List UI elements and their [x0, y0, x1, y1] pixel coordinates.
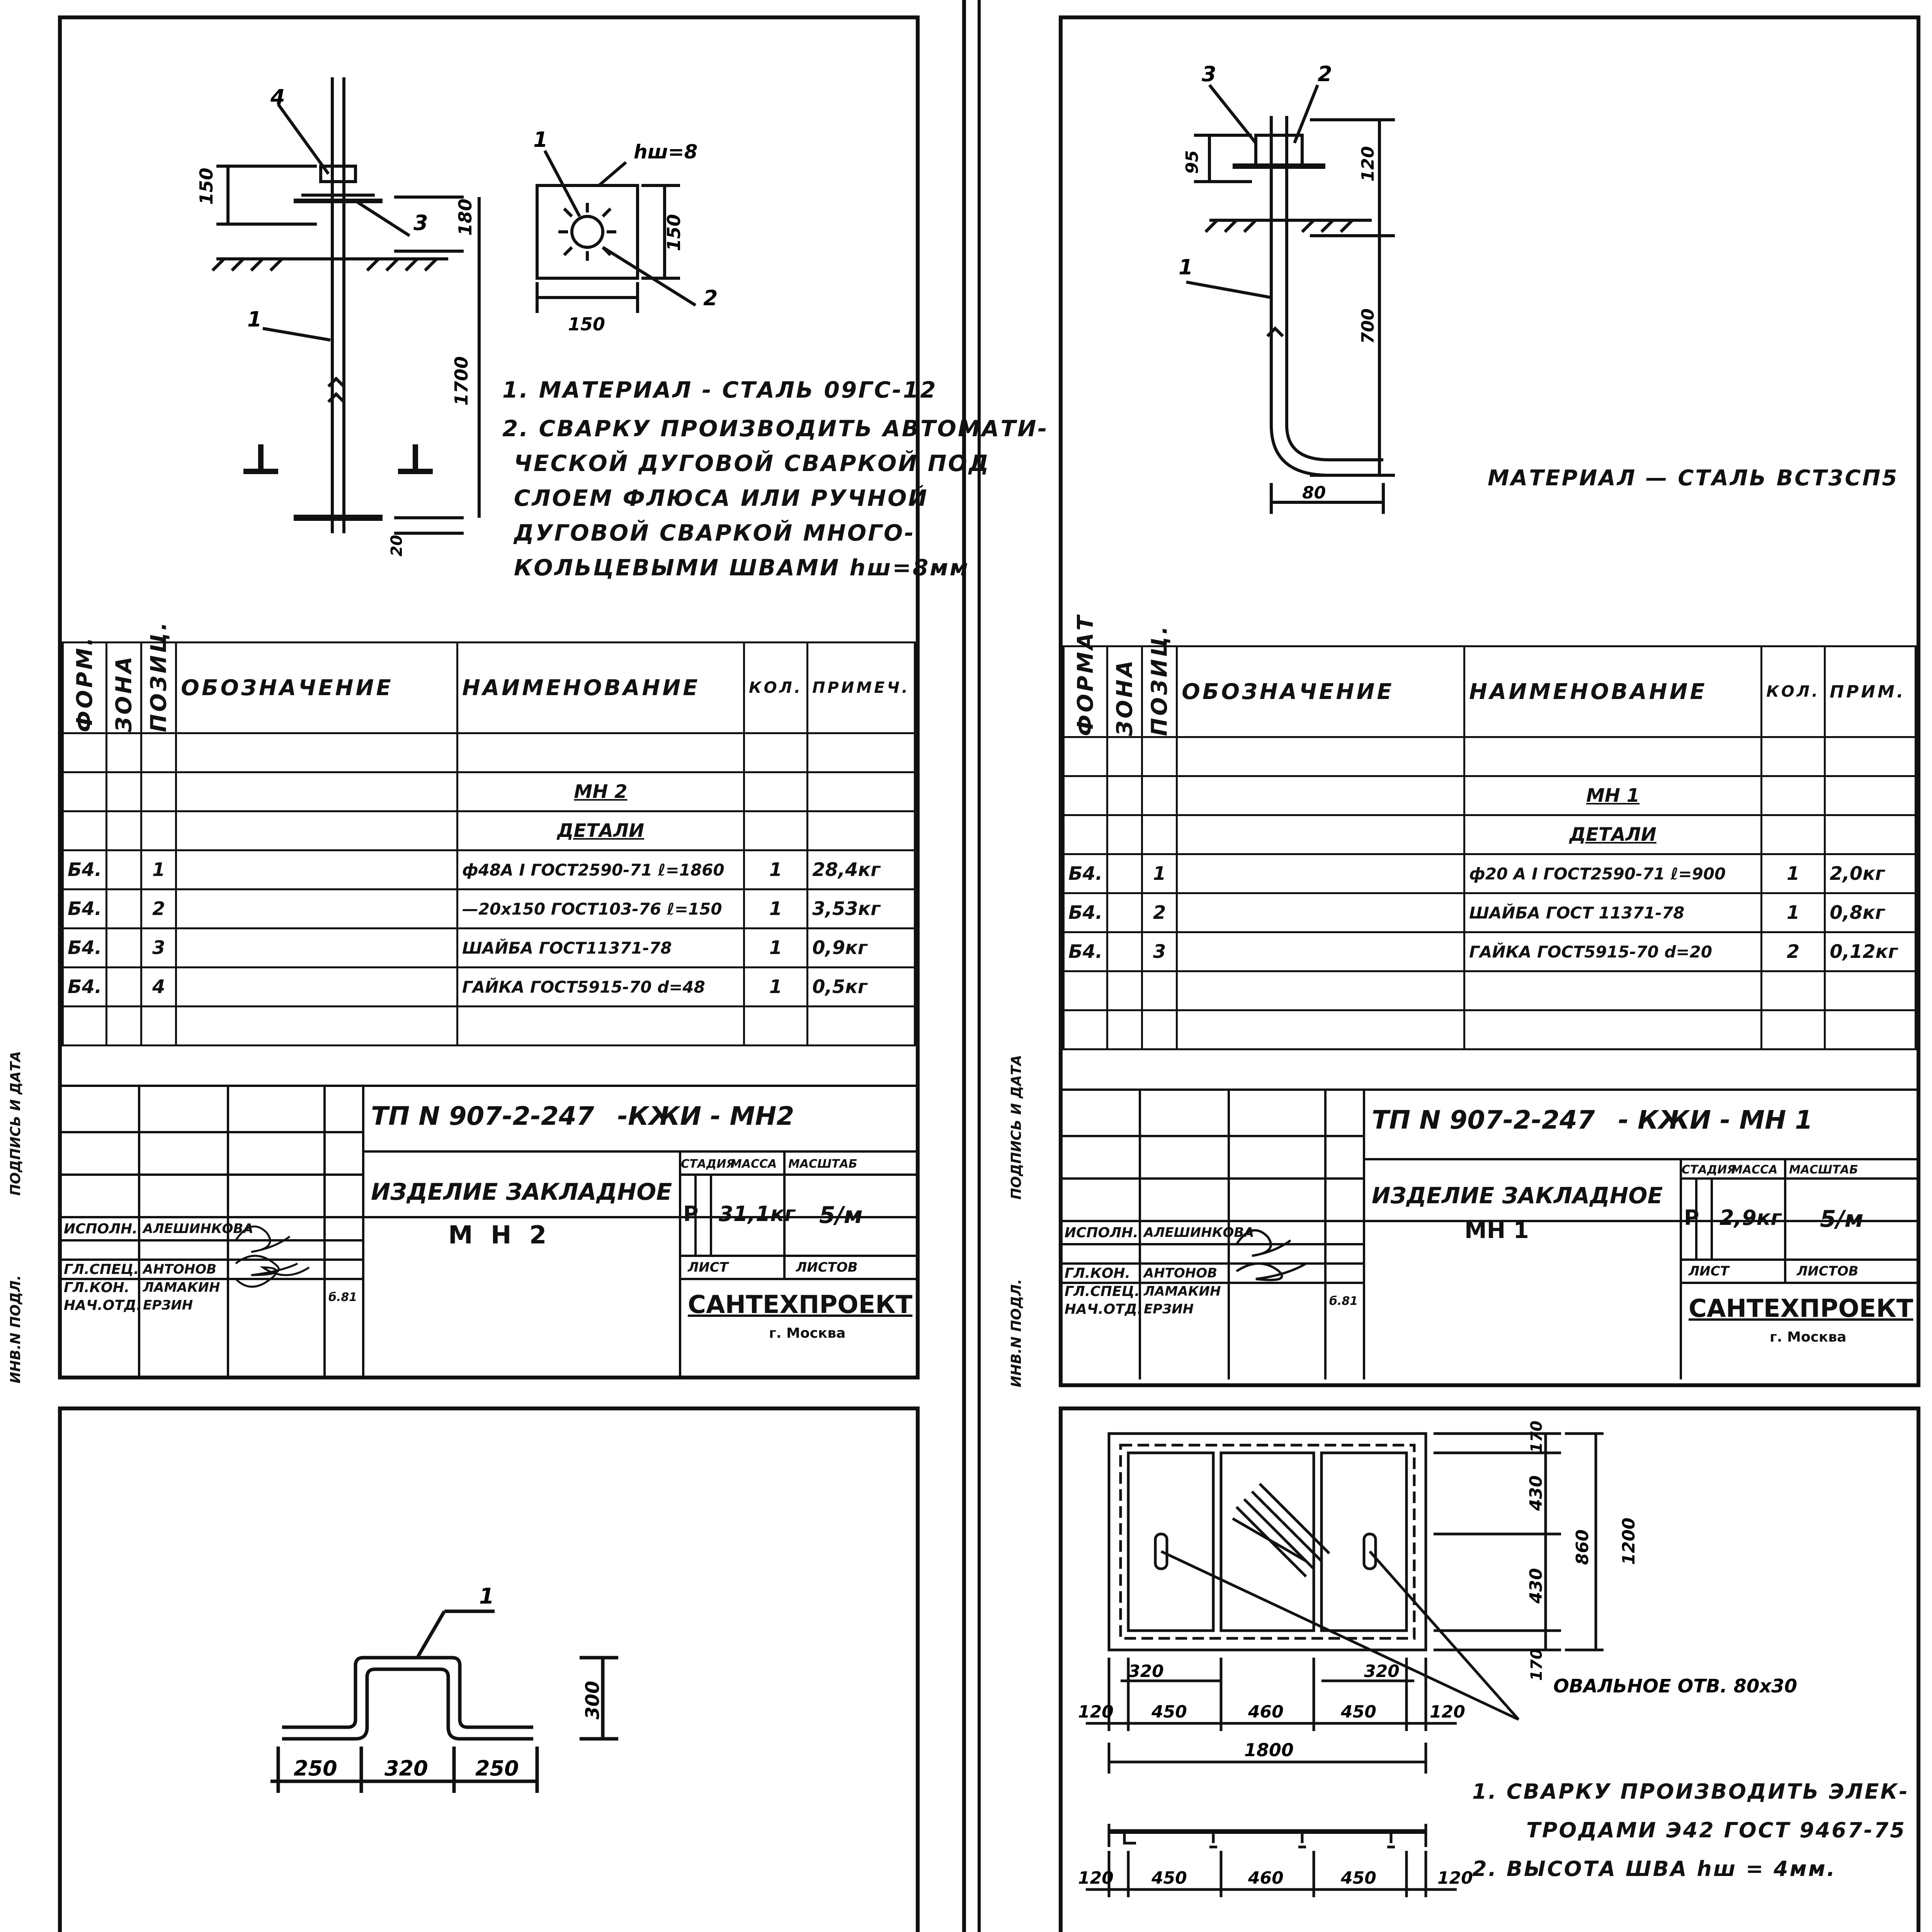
sh1-note-2: ТРОДАМИ Э42 ГОСТ 9467-75: [1526, 1818, 1906, 1842]
table-row: Б4. 2 ШАЙБА ГОСТ 11371-78 1 0,8кг: [1064, 893, 1916, 932]
sheet-label: ЛИСТ: [688, 1260, 728, 1275]
role-gl-spec: ГЛ.СПЕЦ.: [1065, 1284, 1140, 1299]
doc-code: ТП N 907-2-247 -КЖИ - МН2: [371, 1101, 794, 1131]
group-title: МН 2: [457, 772, 744, 811]
drawing-mn1: [1063, 19, 1917, 599]
mn3-d320: 320: [384, 1756, 428, 1781]
sheet-mn3-mn4: [58, 1406, 920, 1932]
sh1-d170b: 170: [1528, 1648, 1546, 1681]
role-ispoln: ИСПОЛН.: [64, 1221, 138, 1237]
stage-label: СТАДИЯ: [1682, 1163, 1736, 1177]
dim-150-plan-h: 150: [568, 314, 605, 335]
scale-label: МАСШТАБ: [1789, 1163, 1858, 1177]
dim-hw: hш=8: [634, 141, 698, 163]
table-row: Б4. 4 ГАЙКА ГОСТ5915-70 d=48 1 0,5кг: [63, 968, 915, 1007]
sheet-mn1: [1059, 15, 1920, 1387]
dim-p2-plan: 2: [703, 286, 718, 310]
hdr-note: ПРИМЕЧ.: [808, 643, 915, 733]
sheet-label: ЛИСТ: [1689, 1264, 1729, 1279]
hdr-note: ПРИМ.: [1825, 646, 1916, 737]
sh1-e120b: 120: [1437, 1868, 1473, 1888]
stage-label: СТАДИЯ: [681, 1157, 735, 1171]
vertical-divider: [962, 0, 966, 1932]
note-line-6: КОЛЬЦЕВЫМИ ШВАМИ hш=8мм: [514, 554, 970, 581]
hdr-qty: КОЛ.: [1762, 646, 1825, 737]
role-gl-spec: ГЛ.СПЕЦ.: [64, 1262, 139, 1277]
role-gl-kon: ГЛ.КОН.: [1065, 1265, 1131, 1281]
dim-150-plan-v: 150: [663, 214, 684, 251]
sh1-d430a: 430: [1526, 1475, 1546, 1511]
scale-label: МАСШТАБ: [788, 1157, 857, 1171]
sh1-note-1: 1. СВАРКУ ПРОИЗВОДИТЬ ЭЛЕК-: [1472, 1779, 1909, 1804]
hdr-zone: ЗОНА: [107, 643, 141, 733]
mn3-d250a: 250: [294, 1756, 337, 1781]
dim-p4: 4: [270, 85, 285, 109]
fio-ispoln: АЛЕШИНКОВА: [1144, 1225, 1254, 1240]
table-row: Б4. 1 ф20 А I ГОСТ2590-71 ℓ=900 1 2,0кг: [1064, 854, 1916, 893]
sh1-d320a: 320: [1128, 1662, 1164, 1681]
hdr-designation: ОБОЗНАЧЕНИЕ: [1177, 646, 1464, 737]
sh1-e450b: 450: [1341, 1868, 1376, 1888]
fio-nach: ЕРЗИН: [1144, 1301, 1194, 1317]
scale-value: 5/м: [1820, 1206, 1864, 1233]
sh1-d170a: 170: [1528, 1420, 1546, 1453]
vertical-divider-right: [978, 0, 981, 1932]
dim-180: 180: [455, 198, 476, 236]
org-city: г. Москва: [1770, 1329, 1847, 1345]
sh1-d120b: 120: [1430, 1702, 1465, 1722]
sig-date: б.81: [328, 1291, 357, 1304]
mn1-d120: 120: [1358, 146, 1378, 182]
mn3-d300: 300: [582, 1680, 604, 1719]
mn1-d95: 95: [1182, 150, 1202, 174]
dim-p3: 3: [413, 211, 428, 235]
fio-nach: ЕРЗИН: [143, 1298, 193, 1313]
mass-value: 31,1кг: [719, 1202, 796, 1226]
sh1-e460: 460: [1248, 1868, 1284, 1888]
side-inv-2: ИНВ.N ПОДЛ.: [1009, 1279, 1024, 1388]
sheets-label: ЛИСТОВ: [1797, 1264, 1859, 1279]
drawing-mn3: [62, 1410, 916, 1932]
sh1-oval: ОВАЛЬНОЕ ОТВ. 80х30: [1553, 1675, 1798, 1697]
sh1-d450b: 450: [1341, 1702, 1376, 1722]
doc-title2: М Н 2: [448, 1221, 551, 1250]
table-row: Б4. 3 ГАЙКА ГОСТ5915-70 d=20 2 0,12кг: [1064, 932, 1916, 971]
mn1-note: МАТЕРИАЛ — СТАЛЬ ВСТ3СП5: [1488, 466, 1899, 491]
hdr-designation: ОБОЗНАЧЕНИЕ: [176, 643, 457, 733]
dim-p1: 1: [247, 307, 262, 332]
mn1-p2: 2: [1318, 62, 1332, 86]
mass-value: 2,9кг: [1719, 1206, 1782, 1230]
sh1-e450a: 450: [1151, 1868, 1187, 1888]
hdr-format: ФОРМ.: [63, 643, 107, 733]
side-sig-2: ПОДПИСЬ И ДАТА: [1009, 1055, 1024, 1200]
dim-1700: 1700: [451, 356, 472, 406]
sh1-d1800: 1800: [1244, 1740, 1294, 1760]
note-line-1: 1. МАТЕРИАЛ - СТАЛЬ 09ГС-12: [502, 377, 937, 403]
sh1-d320b: 320: [1364, 1662, 1400, 1681]
scale-value: 5/м: [819, 1202, 863, 1229]
hdr-name: НАИМЕНОВАНИЕ: [1464, 646, 1762, 737]
hdr-format: ФОРМАТ: [1064, 646, 1107, 737]
mn1-p3: 3: [1202, 62, 1216, 86]
hdr-name: НАИМЕНОВАНИЕ: [457, 643, 744, 733]
sig-date: б.81: [1329, 1294, 1358, 1308]
mn3-p1: 1: [479, 1584, 494, 1609]
sh1-d430b: 430: [1526, 1568, 1546, 1604]
org-name: САНТЕХПРОЕКТ: [688, 1291, 913, 1319]
sh1-e120a: 120: [1078, 1868, 1114, 1888]
org-city: г. Москва: [769, 1325, 846, 1341]
drawing-sh1: [1063, 1410, 1917, 1932]
note-line-2: 2. СВАРКУ ПРОИЗВОДИТЬ АВТОМАТИ-: [502, 415, 1049, 442]
table-row: Б4. 3 ШАЙБА ГОСТ11371-78 1 0,9кг: [63, 929, 915, 968]
table-row: Б4. 1 ф48А I ГОСТ2590-71 ℓ=1860 1 28,4кг: [63, 850, 915, 889]
org-name: САНТЕХПРОЕКТ: [1689, 1294, 1913, 1323]
sheet-sh1: [1059, 1406, 1920, 1932]
mn1-d700: 700: [1358, 308, 1378, 344]
dim-150-v: 150: [196, 167, 217, 205]
note-line-4: СЛОЕМ ФЛЮСА ИЛИ РУЧНОЙ: [514, 485, 929, 511]
sh1-d860: 860: [1573, 1529, 1592, 1565]
note-line-3: ЧЕСКОЙ ДУГОВОЙ СВАРКОЙ ПОД: [514, 450, 990, 476]
doc-title: ИЗДЕЛИЕ ЗАКЛАДНОЕ: [1372, 1182, 1663, 1209]
fio-gl-kon: ЛАМАКИН: [1144, 1284, 1221, 1299]
role-ispoln: ИСПОЛН.: [1065, 1225, 1138, 1241]
spec-table-mn2: [62, 620, 916, 1046]
sh1-d450a: 450: [1151, 1702, 1187, 1722]
doc-title: ИЗДЕЛИЕ ЗАКЛАДНОЕ: [371, 1179, 672, 1206]
stage-value: Р: [683, 1202, 699, 1226]
hdr-pos: ПОЗИЦ.: [141, 643, 176, 733]
sh1-d460: 460: [1248, 1702, 1284, 1722]
hdr-zone: ЗОНА: [1107, 646, 1142, 737]
dim-p1-plan: 1: [533, 128, 548, 152]
note-line-5: ДУГОВОЙ СВАРКОЙ МНОГО-: [514, 520, 915, 546]
fio-gl-spec: АНТОНОВ: [143, 1262, 217, 1277]
group-sub: ДЕТАЛИ: [1464, 815, 1762, 854]
fio-gl-spec: АНТОНОВ: [1144, 1265, 1218, 1281]
side-inv-1: ИНВ.N ПОДЛ.: [8, 1275, 24, 1384]
mass-label: МАССА: [730, 1157, 777, 1171]
group-sub: ДЕТАЛИ: [457, 811, 744, 850]
group-title: МН 1: [1464, 776, 1762, 815]
sh1-d1200: 1200: [1619, 1517, 1639, 1565]
mass-label: МАССА: [1731, 1163, 1778, 1177]
hdr-pos: ПОЗИЦ.: [1142, 646, 1177, 737]
stage-value: Р: [1684, 1206, 1699, 1230]
sheets-label: ЛИСТОВ: [796, 1260, 858, 1275]
fio-ispoln: АЛЕШИНКОВА: [143, 1221, 253, 1236]
doc-code: ТП N 907-2-247 - КЖИ - МН 1: [1372, 1105, 1813, 1135]
fio-gl-kon: ЛАМАКИН: [143, 1280, 220, 1295]
sh1-d120a: 120: [1078, 1702, 1114, 1722]
dim-20: 20: [388, 535, 406, 556]
role-gl-kon: ГЛ.КОН.: [64, 1280, 130, 1296]
sh1-note-3: 2. ВЫСОТА ШВА hш = 4мм.: [1472, 1857, 1837, 1881]
mn1-p1: 1: [1179, 255, 1193, 279]
role-nach: НАЧ.ОТД.: [64, 1298, 142, 1313]
table-row: Б4. 2 —20х150 ГОСТ103-76 ℓ=150 1 3,53кг: [63, 889, 915, 929]
doc-title2: МН 1: [1464, 1217, 1529, 1243]
role-nach: НАЧ.ОТД.: [1065, 1301, 1143, 1317]
spec-table-mn1: [1063, 613, 1917, 1050]
side-sig-1: ПОДПИСЬ И ДАТА: [8, 1051, 24, 1196]
hdr-qty: КОЛ.: [744, 643, 807, 733]
mn1-d80: 80: [1302, 483, 1326, 503]
mn3-d250b: 250: [475, 1756, 519, 1781]
